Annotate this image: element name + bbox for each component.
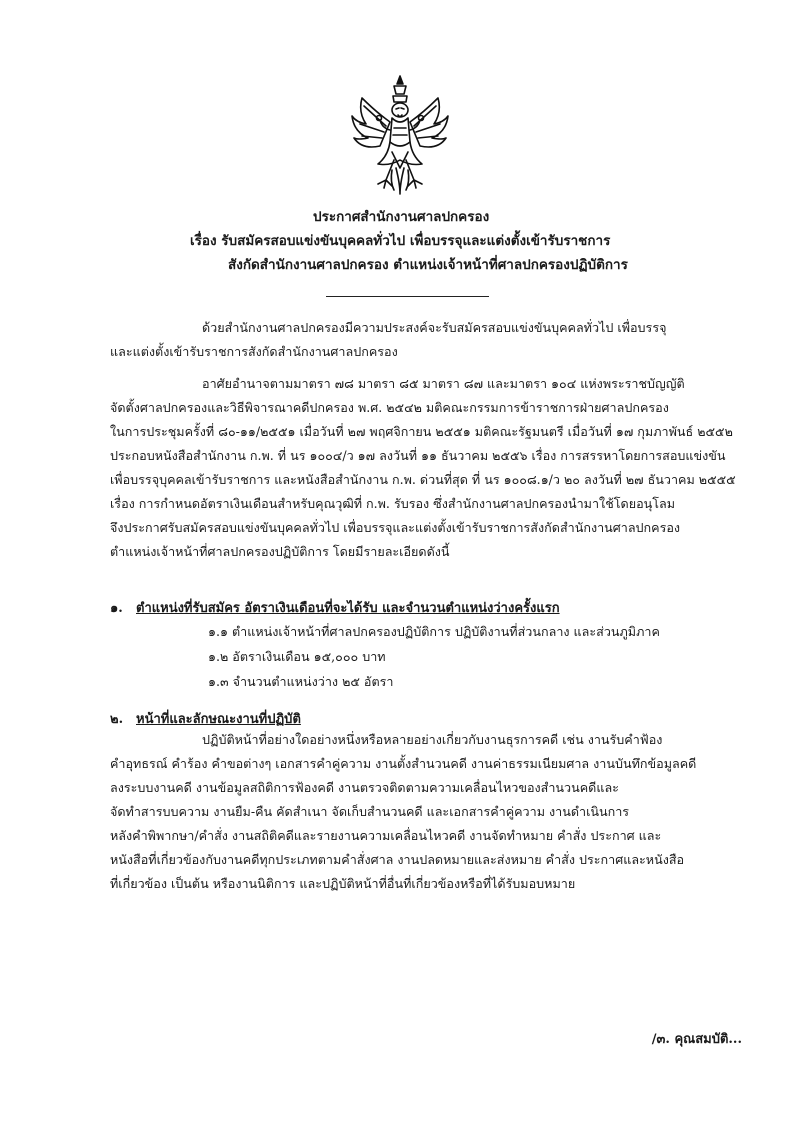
authority-line: อาศัยอำนาจตามมาตรา ๗๘ มาตรา ๘๕ มาตรา ๘๗ และมาตรา ๑๐๔ แห่งพระราชบัญญัติ (202, 376, 685, 391)
intro-line: และแต่งตั้งเข้ารับราชการสังกัดสำนักงานศาลปกครอง (110, 344, 398, 359)
authority-line: เพื่อบรรจุบุคคลเข้ารับราชการ และหนังสือสำนักงาน ก.พ. ด่วนที่สุด ที่ นร ๑๐๐๘.๑/ว ๒๐ ลงวันที่ ๒๗ ธันวาคม ๒๕๕๕ (110, 472, 736, 487)
section-1-number: ๑. (110, 601, 123, 616)
duties-line: ลงระบบงานคดี งานข้อมูลสถิติการฟ้องคดี งานตรวจติดตามความเคลื่อนไหวของสำนวนคดีและ (110, 780, 619, 795)
intro-paragraph (110, 316, 710, 364)
section-1-item: ๑.๓ จำนวนตำแหน่งว่าง ๒๕ อัตรา (208, 674, 394, 689)
section-2-title: หน้าที่และลักษณะงานที่ปฏิบัติ (136, 712, 301, 727)
duties-line: ปฏิบัติหน้าที่อย่างใดอย่างหนึ่งหรือหลายอย่างเกี่ยวกับงานธุรการคดี เช่น งานรับคำฟ้อง (202, 732, 663, 747)
intro-line: ด้วยสำนักงานศาลปกครองมีความประสงค์จะรับสมัครสอบแข่งขันบุคคลทั่วไป เพื่อบรรจุ (202, 320, 667, 335)
duties-line: จัดทำสารบบความ งานยืม-คืน คัดสำเนา จัดเก็บสำนวนคดี และเอกสารคำคู่ความ งานดำเนินการ (110, 804, 630, 819)
section-2-number: ๒. (110, 712, 124, 727)
continuation-note: /๓. คุณสมบัติ... (651, 1032, 742, 1047)
section-1-item: ๑.๒ อัตราเงินเดือน ๑๕,๐๐๐ บาท (208, 649, 386, 664)
duties-line: คำอุทธรณ์ คำร้อง คำขอต่างๆ เอกสารคำคู่ความ งานตั้งสำนวนคดี งานค่าธรรมเนียมศาล งานบันทึกข้อมูลคดี (110, 756, 697, 771)
announcement-title: ประกาศสำนักงานศาลปกครอง (313, 209, 490, 225)
duties-line: ที่เกี่ยวข้อง เป็นต้น หรืองานนิติการ และปฏิบัติหน้าที่อื่นที่เกี่ยวข้องหรือที่ได้รับมอบหมาย (110, 876, 576, 891)
duties-line: หนังสือที่เกี่ยวข้องกับงานคดีทุกประเภทตามคำสั่งศาล งานปลดหมายและส่งหมาย คำสั่ง ประกาศและหนังสือ (110, 852, 685, 867)
authority-line: เรื่อง การกำหนดอัตราเงินเดือนสำหรับคุณวุฒิที่ ก.พ. รับรอง ซึ่งสำนักงานศาลปกครองนำมาใช้โดยอนุโลม (110, 496, 676, 511)
authority-line: จึงประกาศรับสมัครสอบแข่งขันบุคคลทั่วไป เพื่อบรรจุและแต่งตั้งเข้ารับราชการสังกัดสำนักงานศาลปกครอง (110, 520, 681, 535)
authority-line: ตำแหน่งเจ้าหน้าที่ศาลปกครองปฏิบัติการ โดยมีรายละเอียดดังนี้ (110, 544, 450, 559)
authority-paragraph (110, 372, 736, 564)
section-1-title: ตำแหน่งที่รับสมัคร อัตราเงินเดือนที่จะได้รับ และจำนวนตำแหน่งว่างครั้งแรก (136, 601, 560, 616)
garuda-emblem-icon (348, 72, 452, 198)
announcement-subject: เรื่อง รับสมัครสอบแข่งขันบุคคลทั่วไป เพื่อบรรจุและแต่งตั้งเข้ารับราชการ (190, 233, 611, 249)
section-1-item: ๑.๑ ตำแหน่งเจ้าหน้าที่ศาลปกครองปฏิบัติการ ปฏิบัติงานที่ส่วนกลาง และส่วนภูมิภาค (208, 624, 660, 639)
duties-paragraph (110, 728, 710, 896)
authority-line: จัดตั้งศาลปกครองและวิธีพิจารณาคดีปกครอง พ.ศ. ๒๕๔๒ มติคณะกรรมการข้าราชการฝ่ายศาลปกครอง (110, 400, 669, 415)
duties-line: หลังคำพิพากษา/คำสั่ง งานสถิติคดีและรายงานความเคลื่อนไหวคดี งานจัดทำหมาย คำสั่ง ประกาศ และ (110, 828, 662, 843)
header-divider (326, 296, 489, 297)
section-2-heading (110, 708, 301, 729)
section-1-heading (110, 597, 560, 618)
announcement-subject-continued: สังกัดสำนักงานศาลปกครอง ตำแหน่งเจ้าหน้าที่ศาลปกครองปฏิบัติการ (228, 257, 628, 273)
authority-line: ในการประชุมครั้งที่ ๘๐-๑๑/๒๕๕๑ เมื่อวันที่ ๒๗ พฤศจิกายน ๒๕๕๑ มติคณะรัฐมนตรี เมื่อวันที่ ๑๗ กุมภาพันธ์ ๒๕๕๒ (110, 424, 733, 439)
authority-line: ประกอบหนังสือสำนักงาน ก.พ. ที่ นร ๑๐๐๔/ว ๑๗ ลงวันที่ ๑๑ ธันวาคม ๒๕๕๖ เรื่อง การสรรหาโดยการสอบแข่งขัน (110, 448, 726, 463)
